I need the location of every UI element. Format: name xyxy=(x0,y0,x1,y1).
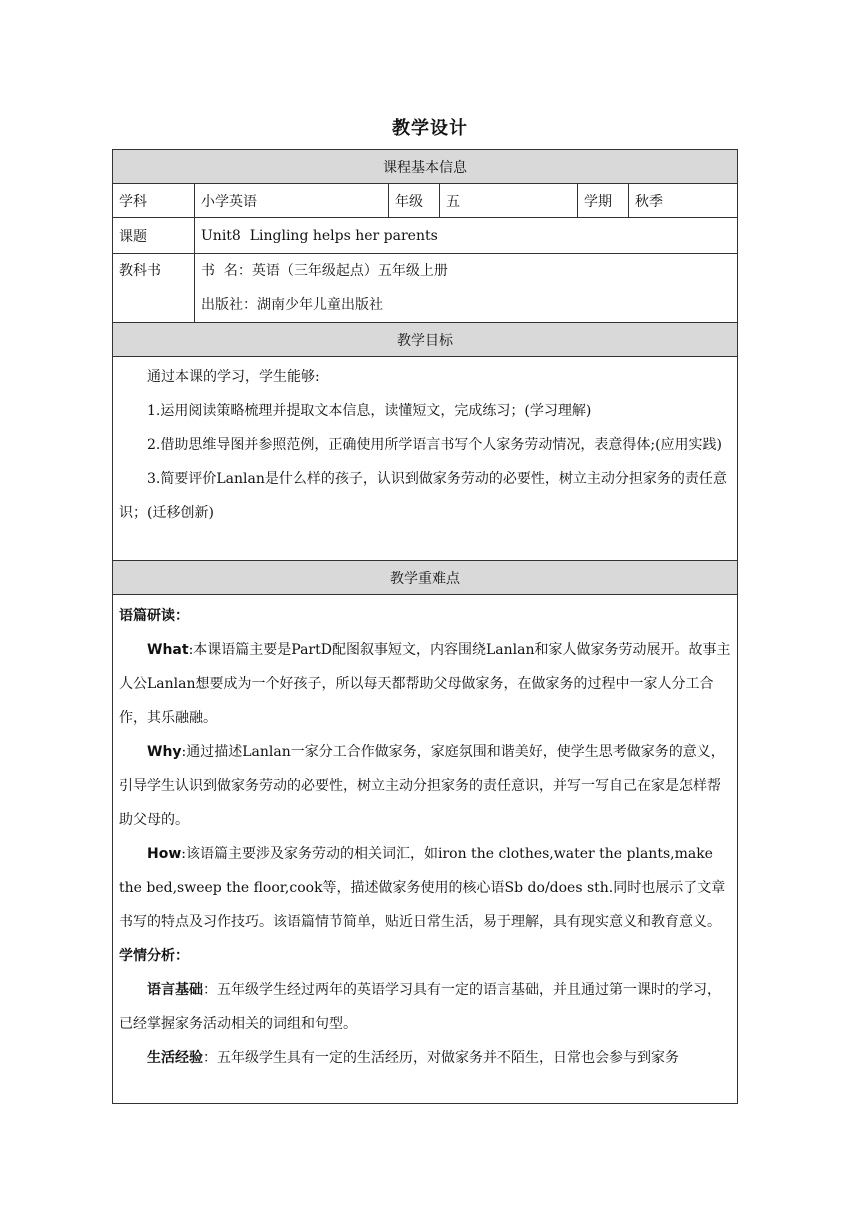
basic-info-header: 课程基本信息 xyxy=(113,150,738,184)
subject-value: 小学英语 xyxy=(195,184,389,218)
subject-row xyxy=(113,184,738,218)
objectives-row xyxy=(113,357,738,561)
subject-label: 学科 xyxy=(113,184,195,218)
why-label: Why xyxy=(147,744,182,760)
objectives-header: 教学目标 xyxy=(113,323,738,357)
focus-row xyxy=(113,595,738,1104)
how-text: :该语篇主要涉及家务劳动的相关词汇，如iron the clothes,water the plants,make the bed,sweep the floor,cook等，描述做家务使用的核心语Sb do/does sth.同时也展示了文章书写的特点及习作技巧。该语篇情节简单，贴近日常生活，易于理解，具有现实意义和教育意义。 xyxy=(119,846,726,930)
textbook-label: 教科书 xyxy=(119,263,161,279)
what-label: What xyxy=(147,642,189,658)
life-label: 生活经验 xyxy=(147,1050,203,1066)
reading-heading: 语篇研读： xyxy=(119,608,189,624)
objective-item: 3.简要评价Lanlan是什么样的孩子，认识到做家务劳动的必要性，树立主动分担家务的责任意识；(迁移创新) xyxy=(119,471,727,521)
objectives-content xyxy=(113,357,738,561)
term-label: 学期 xyxy=(578,184,629,218)
objectives-header-row xyxy=(113,323,738,357)
objective-item: 2.借助思维导图并参照范例，正确使用所学语言书写个人家务劳动情况，表意得体;(应用实践) xyxy=(147,437,722,453)
life-text: ：五年级学生具有一定的生活经历，对做家务并不陌生，日常也会参与到家务 xyxy=(203,1050,679,1066)
focus-header: 教学重难点 xyxy=(113,561,738,595)
focus-header-row xyxy=(113,561,738,595)
grade-label: 年级 xyxy=(389,184,440,218)
term-value: 秋季 xyxy=(629,184,738,218)
why-text: :通过描述Lanlan一家分工合作做家务，家庭氛围和谐美好，使学生思考做家务的意义，引导学生认识到做家务劳动的必要性，树立主动分担家务的责任意识，并写一写自己在家是怎样帮助父母的。 xyxy=(119,744,725,828)
grade-value: 五 xyxy=(440,184,578,218)
language-paragraph xyxy=(119,973,731,1041)
textbook-info xyxy=(195,254,738,323)
what-text: :本课语篇主要是PartD配图叙事短文，内容围绕Lanlan和家人做家务劳动展开。故事主人公Lanlan想要成为一个好孩子，所以每天都帮助父母做家务，在做家务的过程中一家人分工合作，其乐融融。 xyxy=(119,642,731,726)
life-paragraph xyxy=(119,1041,731,1075)
topic-row xyxy=(113,218,738,254)
textbook-row xyxy=(113,254,738,323)
how-label: How xyxy=(147,846,182,862)
what-paragraph xyxy=(119,633,731,735)
how-paragraph xyxy=(119,837,731,939)
textbook-publisher: 出版社：湖南少年儿童出版社 xyxy=(201,297,383,313)
topic-value: Unit8 Lingling helps her parents xyxy=(195,218,738,254)
analysis-heading: 学情分析： xyxy=(119,948,189,964)
language-text: ：五年级学生经过两年的英语学习具有一定的语言基础，并且通过第一课时的学习，已经掌握家务活动相关的词组和句型。 xyxy=(119,982,721,1032)
basic-info-header-row xyxy=(113,150,738,184)
language-label: 语言基础 xyxy=(147,982,203,998)
lesson-plan-table xyxy=(112,149,738,1104)
page-title: 教学设计 xyxy=(392,118,468,139)
objective-item: 1.运用阅读策略梳理并提取文本信息，读懂短文，完成练习；(学习理解) xyxy=(147,403,592,419)
objectives-intro: 通过本课的学习，学生能够: xyxy=(147,369,320,385)
why-paragraph xyxy=(119,735,731,837)
topic-label: 课题 xyxy=(113,218,195,254)
textbook-name: 书 名：英语（三年级起点）五年级上册 xyxy=(201,263,448,279)
focus-content xyxy=(113,595,738,1104)
